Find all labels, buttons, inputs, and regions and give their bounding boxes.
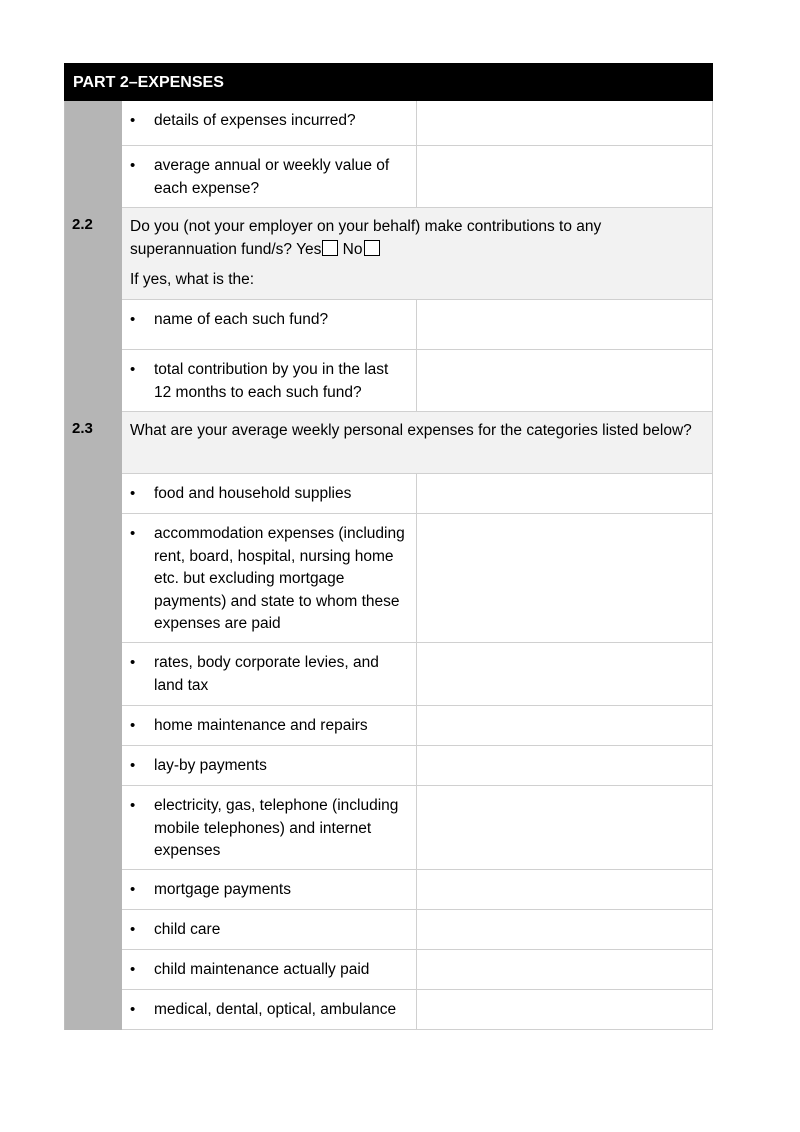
group-2-3 [64, 412, 713, 1030]
row-label: mortgage payments [154, 881, 291, 898]
answer-field[interactable] [417, 870, 712, 909]
row-label: accommodation expenses (including rent, board, hospital, nursing home etc. but excluding mortgage payments) and state to whom these expenses are paid [154, 525, 405, 632]
bullet-icon [130, 879, 154, 900]
expense-row [122, 514, 713, 643]
question-text: What are your average weekly personal expenses for the categories listed below? [130, 422, 692, 439]
row-label: name of each such fund? [154, 311, 329, 328]
bullet-icon [130, 795, 154, 860]
answer-field[interactable] [417, 101, 712, 145]
group-continued [64, 101, 713, 208]
yes-label: Yes [296, 240, 322, 258]
yes-checkbox[interactable] [322, 240, 338, 256]
row-label: child maintenance actually paid [154, 961, 370, 978]
group-2-2 [64, 208, 713, 412]
expense-row [122, 101, 713, 146]
row-label: home maintenance and repairs [154, 717, 368, 734]
answer-field[interactable] [417, 350, 712, 411]
bullet-icon [130, 523, 154, 633]
no-checkbox[interactable] [364, 240, 380, 256]
bullet-icon [130, 359, 154, 402]
expense-row [122, 786, 713, 870]
bullet-icon [130, 309, 154, 340]
bullet-icon [130, 755, 154, 776]
answer-field[interactable] [417, 786, 712, 869]
expense-row [122, 474, 713, 514]
row-label: lay-by payments [154, 757, 267, 774]
answer-field[interactable] [417, 910, 712, 949]
expense-row [122, 870, 713, 910]
question-prompt [122, 412, 713, 474]
row-label: food and household supplies [154, 485, 352, 502]
question-text: Do you (not your employer on your behalf) make contributions to any superannuation fund/s? [130, 218, 602, 258]
expense-row [122, 643, 713, 706]
expense-row [122, 746, 713, 786]
answer-field[interactable] [417, 643, 712, 705]
answer-field[interactable] [417, 146, 712, 207]
expense-row [122, 990, 713, 1030]
row-label: medical, dental, optical, ambulance [154, 1001, 397, 1018]
expense-row [122, 910, 713, 950]
answer-field[interactable] [417, 990, 712, 1029]
followup-text: If yes, what is the: [130, 271, 255, 288]
bullet-icon [130, 155, 154, 198]
no-label: No [342, 240, 363, 258]
answer-field[interactable] [417, 746, 712, 785]
expense-row [122, 350, 713, 412]
bullet-icon [130, 652, 154, 696]
answer-field[interactable] [417, 950, 712, 989]
expense-row [122, 146, 713, 208]
row-label: average annual or weekly value of each expense? [154, 157, 390, 197]
bullet-icon [130, 715, 154, 736]
row-label: total contribution by you in the last 12 months to each such fund? [154, 361, 389, 401]
expense-row [122, 706, 713, 746]
expense-row [122, 950, 713, 990]
bullet-icon [130, 959, 154, 980]
question-number: 2.3 [65, 412, 122, 1030]
answer-field[interactable] [417, 300, 712, 349]
bullet-icon [130, 919, 154, 940]
row-label: rates, body corporate levies, and land tax [154, 654, 379, 694]
group-number-blank [65, 101, 122, 208]
row-label: details of expenses incurred? [154, 112, 356, 129]
expense-row [122, 300, 713, 350]
answer-field[interactable] [417, 706, 712, 745]
row-label: electricity, gas, telephone (including mobile telephones) and internet expenses [154, 797, 399, 859]
bullet-icon [130, 483, 154, 504]
answer-field[interactable] [417, 474, 712, 513]
question-prompt [122, 208, 713, 300]
section-header: PART 2–EXPENSES [64, 63, 713, 101]
expenses-form [64, 63, 713, 1030]
bullet-icon [130, 999, 154, 1020]
row-label: child care [154, 921, 221, 938]
question-number: 2.2 [65, 208, 122, 412]
bullet-icon [130, 110, 154, 136]
answer-field[interactable] [417, 514, 712, 642]
